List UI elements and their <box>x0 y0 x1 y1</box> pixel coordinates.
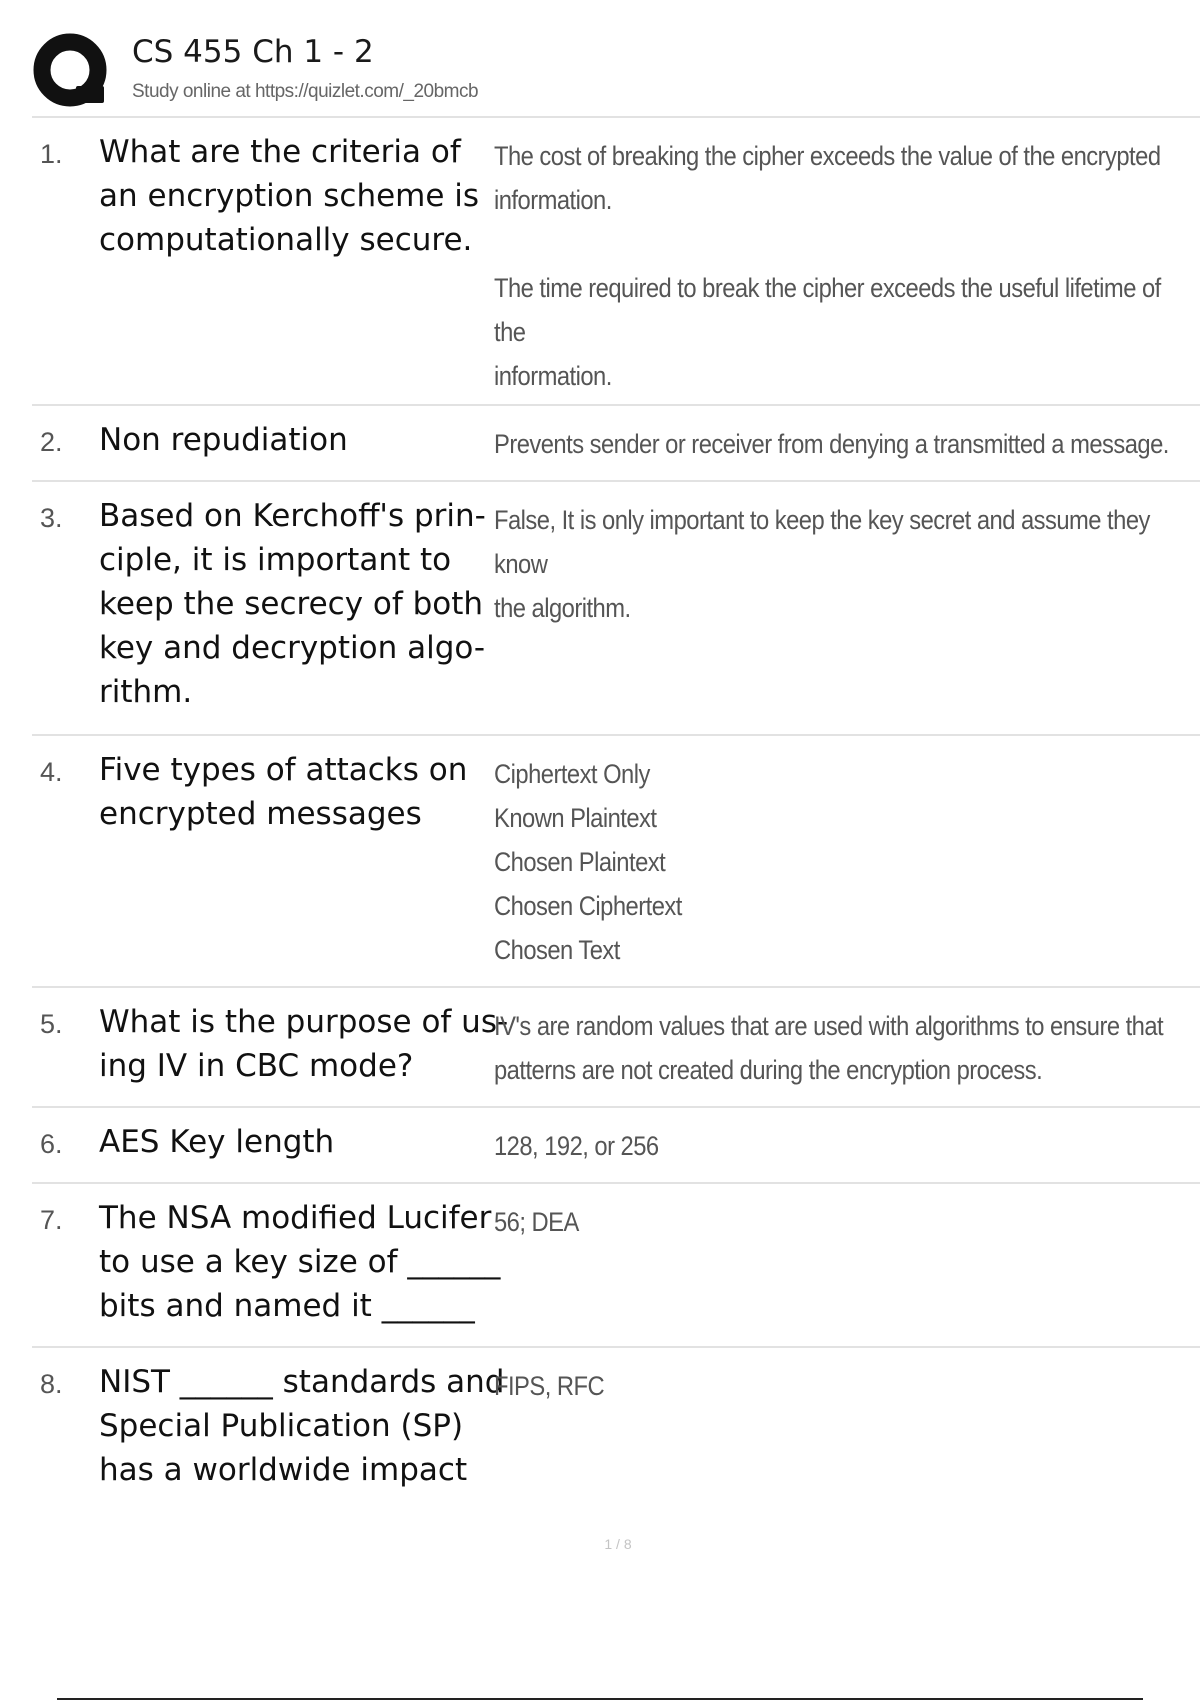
document-header <box>32 28 1200 116</box>
card-definition: Prevents sender or receiver from denying a transmitted a message. <box>494 429 1169 459</box>
card-term: AES Key length <box>99 1124 335 1160</box>
card-number: 4. <box>40 757 63 787</box>
card-definition: IV's are random values that are used with algorithms to ensure that patterns are not created during the encryption process. <box>494 1011 1164 1085</box>
card-definition: 128, 192, or 256 <box>494 1131 659 1161</box>
flashcard-row <box>32 988 1200 1108</box>
flashcard-row <box>32 1108 1200 1184</box>
flashcard-row <box>32 736 1200 988</box>
card-number: 7. <box>40 1205 63 1235</box>
card-definition: 56; DEA <box>494 1207 579 1237</box>
document-title: CS 455 Ch 1 - 2 <box>132 34 374 70</box>
flashcard-list <box>32 118 1200 1528</box>
card-number: 8. <box>40 1369 63 1399</box>
card-number: 3. <box>40 503 63 533</box>
flashcard-row <box>32 406 1200 482</box>
card-term: NIST ______ standards and Special Publication (SP) has a worldwide impact <box>99 1364 505 1488</box>
flashcard-row <box>32 482 1200 736</box>
card-term: What are the criteria of an encryption scheme is computationally secure. <box>99 134 480 258</box>
card-number: 5. <box>40 1009 63 1039</box>
card-definition: The cost of breaking the cipher exceeds the value of the encrypted information. The time required to break the cipher exceeds the useful lifetime of the information. <box>494 141 1161 391</box>
flashcard-row <box>32 1348 1200 1528</box>
card-definition: False, It is only important to keep the key secret and assume they know the algorithm. <box>494 505 1150 623</box>
card-number: 2. <box>40 427 63 457</box>
card-term: Based on Kerchoff's prin- ciple, it is important to keep the secrecy of both key and decryption algo- rithm. <box>99 498 486 710</box>
quizlet-logo-icon <box>32 32 112 112</box>
card-term: What is the purpose of us- ing IV in CBC mode? <box>99 1004 509 1084</box>
flashcard-row <box>32 118 1200 406</box>
card-definition: Ciphertext Only Known Plaintext Chosen Plaintext Chosen Ciphertext Chosen Text <box>494 759 682 965</box>
card-term: Non repudiation <box>99 422 348 458</box>
card-definition: FIPS, RFC <box>494 1371 605 1401</box>
card-number: 1. <box>40 139 63 169</box>
study-online-link[interactable]: Study online at https://quizlet.com/_20bmcb <box>132 81 479 102</box>
page-number: 1 / 8 <box>604 1536 632 1552</box>
card-number: 6. <box>40 1129 63 1159</box>
card-term: Five types of attacks on encrypted messages <box>99 752 468 832</box>
flashcard-row <box>32 1184 1200 1348</box>
card-term: The NSA modified Lucifer to use a key size of ______ bits and named it ______ <box>99 1200 501 1324</box>
